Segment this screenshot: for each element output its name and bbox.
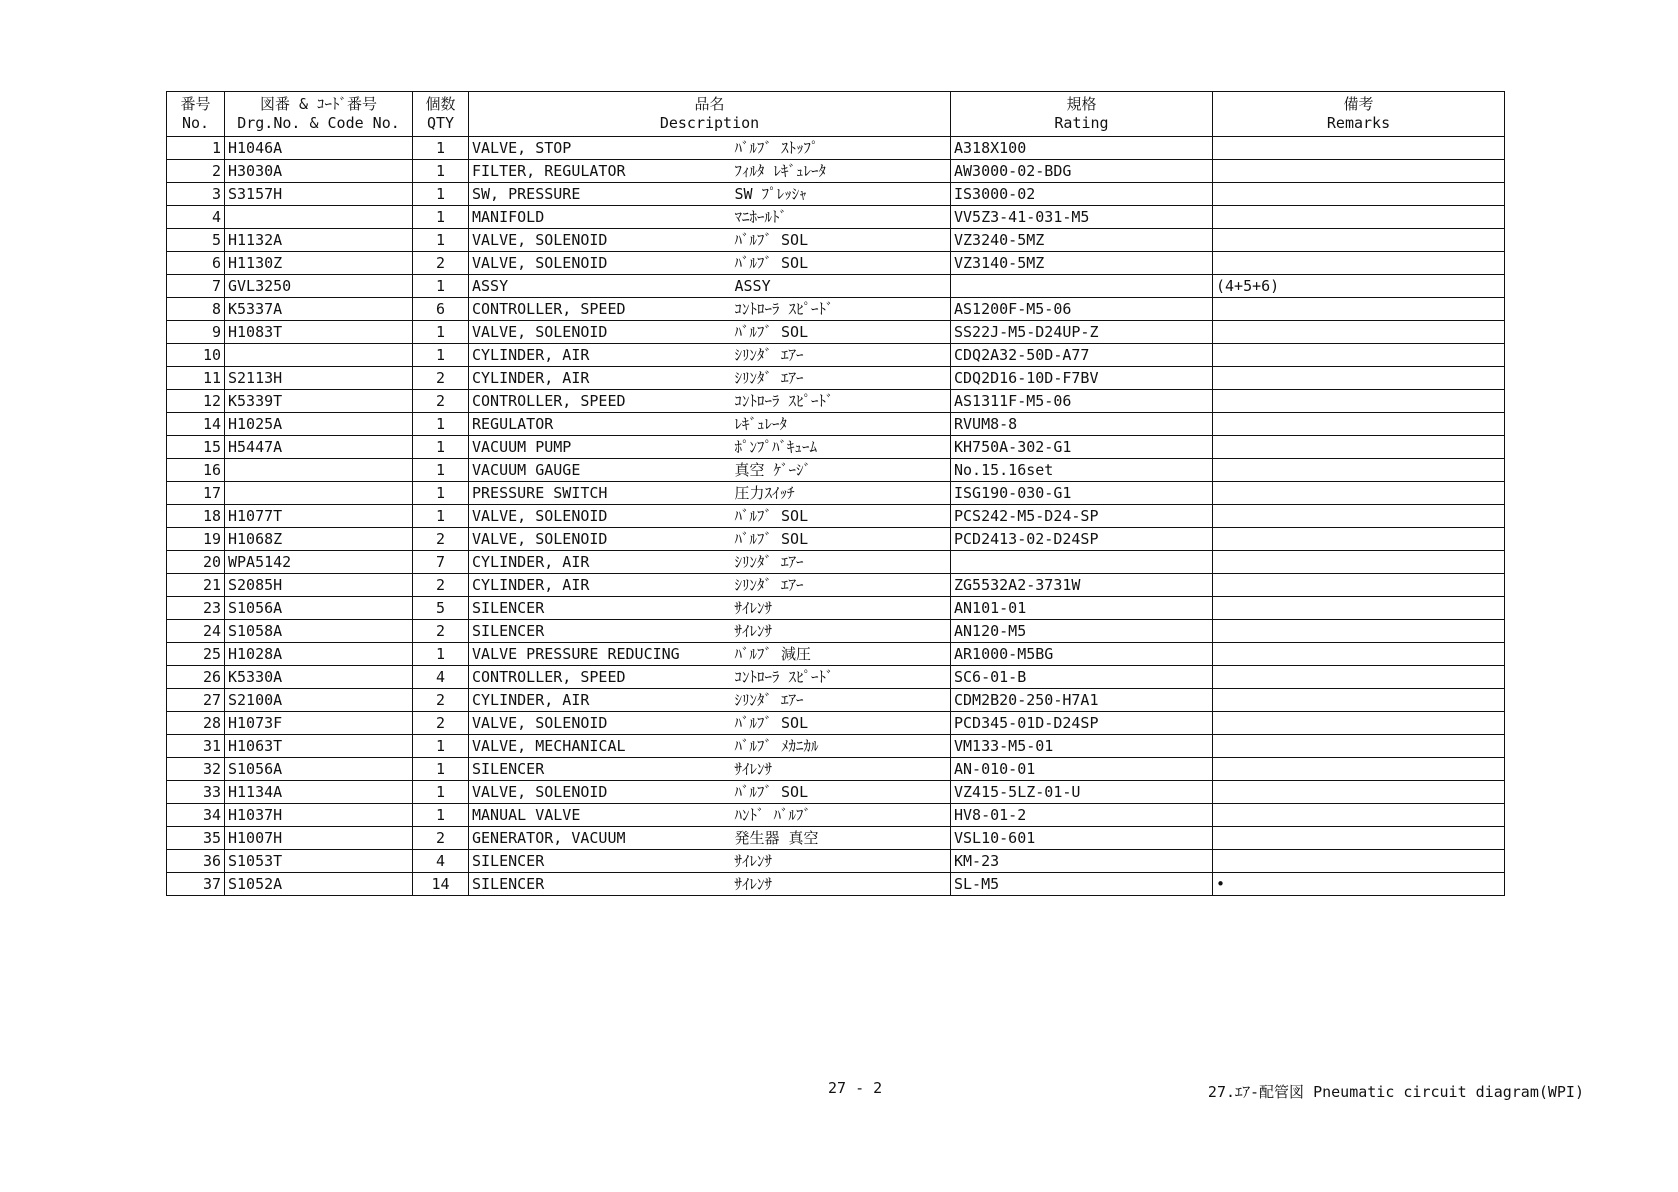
description-jp-cell: ﾏﾆﾎｰﾙﾄﾞ [732,206,951,229]
drg-code-cell: H1063T [225,735,413,758]
description-jp-cell: ﾚｷﾞｭﾚｰﾀ [732,413,951,436]
description-jp-cell: ﾌｨﾙﾀ ﾚｷﾞｭﾚｰﾀ [732,160,951,183]
rating-cell: AN-010-01 [951,758,1213,781]
row-no-cell: 35 [167,827,225,850]
remarks-cell [1213,804,1505,827]
row-no-cell: 25 [167,643,225,666]
rating-cell: VZ3240-5MZ [951,229,1213,252]
description-jp-cell: ﾊﾞﾙﾌﾞ SOL [732,321,951,344]
parts-list-body [167,137,1505,896]
table-row [167,528,1505,551]
description-jp-cell: ｼﾘﾝﾀﾞ ｴｱｰ [732,551,951,574]
rating-cell: AW3000-02-BDG [951,160,1213,183]
description-en-cell: CYLINDER, AIR [469,367,732,390]
remarks-cell [1213,850,1505,873]
qty-cell: 1 [413,229,469,252]
qty-cell: 1 [413,459,469,482]
row-no-cell: 18 [167,505,225,528]
table-row [167,413,1505,436]
remarks-cell [1213,597,1505,620]
table-row [167,850,1505,873]
table-row [167,712,1505,735]
qty-cell: 1 [413,505,469,528]
description-en-cell: VALVE, SOLENOID [469,781,732,804]
description-jp-cell: ｺﾝﾄﾛｰﾗ ｽﾋﾟｰﾄﾞ [732,666,951,689]
drg-code-cell: H1007H [225,827,413,850]
description-en-cell: SILENCER [469,620,732,643]
table-row [167,758,1505,781]
remarks-cell [1213,551,1505,574]
rating-cell: AS1200F-M5-06 [951,298,1213,321]
description-jp-cell: ﾊﾞﾙﾌﾞ ﾒｶﾆｶﾙ [732,735,951,758]
remarks-cell [1213,436,1505,459]
rating-cell: PCD2413-02-D24SP [951,528,1213,551]
header-description: 品名 Description [469,92,951,137]
table-row [167,827,1505,850]
remarks-cell [1213,229,1505,252]
description-en-cell: SW, PRESSURE [469,183,732,206]
remarks-cell: (4+5+6) [1213,275,1505,298]
remarks-cell [1213,390,1505,413]
remarks-cell [1213,206,1505,229]
description-en-cell: VALVE, SOLENOID [469,528,732,551]
rating-cell: AS1311F-M5-06 [951,390,1213,413]
qty-cell: 1 [413,206,469,229]
rating-cell: PCS242-M5-D24-SP [951,505,1213,528]
description-jp-cell: ｼﾘﾝﾀﾞ ｴｱｰ [732,344,951,367]
row-no-cell: 26 [167,666,225,689]
drg-code-cell: H1025A [225,413,413,436]
row-no-cell: 24 [167,620,225,643]
description-en-cell: SILENCER [469,597,732,620]
drg-code-cell: H1134A [225,781,413,804]
table-row [167,321,1505,344]
remarks-cell [1213,482,1505,505]
rating-cell: SL-M5 [951,873,1213,896]
drg-code-cell [225,459,413,482]
qty-cell: 2 [413,827,469,850]
qty-cell: 4 [413,666,469,689]
rating-cell: A318X100 [951,137,1213,160]
rating-cell: VZ415-5LZ-01-U [951,781,1213,804]
document-title: 27.ｴｱ-配管図 Pneumatic circuit diagram(WPI) [1207,1083,1584,1101]
rating-cell: IS3000-02 [951,183,1213,206]
header-drg-no: 図番 & ｺｰﾄﾞ番号 Drg.No. & Code No. [225,92,413,137]
row-no-cell: 6 [167,252,225,275]
drg-code-cell: H5447A [225,436,413,459]
drg-code-cell: K5337A [225,298,413,321]
rating-cell [951,551,1213,574]
table-header-row [167,92,1505,137]
remarks-cell [1213,643,1505,666]
description-jp-cell: ｼﾘﾝﾀﾞ ｴｱｰ [732,574,951,597]
rating-cell: KM-23 [951,850,1213,873]
row-no-cell: 4 [167,206,225,229]
remarks-cell [1213,298,1505,321]
rating-cell: VV5Z3-41-031-M5 [951,206,1213,229]
row-no-cell: 37 [167,873,225,896]
table-row [167,666,1505,689]
rating-cell: KH750A-302-G1 [951,436,1213,459]
table-row [167,275,1505,298]
table-row [167,689,1505,712]
remarks-cell: • [1213,873,1505,896]
description-en-cell: SILENCER [469,758,732,781]
table-row [167,390,1505,413]
table-row [167,459,1505,482]
description-en-cell: VALVE, SOLENOID [469,321,732,344]
row-no-cell: 16 [167,459,225,482]
qty-cell: 1 [413,160,469,183]
table-row [167,252,1505,275]
row-no-cell: 8 [167,298,225,321]
drg-code-cell: H1077T [225,505,413,528]
description-en-cell: CONTROLLER, SPEED [469,390,732,413]
description-jp-cell: ﾊﾝﾄﾞ ﾊﾞﾙﾌﾞ [732,804,951,827]
row-no-cell: 31 [167,735,225,758]
description-en-cell: VACUUM PUMP [469,436,732,459]
table-row [167,620,1505,643]
description-en-cell: CYLINDER, AIR [469,689,732,712]
row-no-cell: 12 [167,390,225,413]
description-en-cell: MANUAL VALVE [469,804,732,827]
description-jp-cell: ﾊﾞﾙﾌﾞ 減圧 [732,643,951,666]
drg-code-cell: H1037H [225,804,413,827]
row-no-cell: 34 [167,804,225,827]
drg-code-cell: H1083T [225,321,413,344]
drg-code-cell: H3030A [225,160,413,183]
description-jp-cell: 圧力ｽｲｯﾁ [732,482,951,505]
qty-cell: 1 [413,735,469,758]
table-row [167,229,1505,252]
table-row [167,643,1505,666]
description-en-cell: CONTROLLER, SPEED [469,666,732,689]
remarks-cell [1213,344,1505,367]
row-no-cell: 2 [167,160,225,183]
qty-cell: 4 [413,850,469,873]
description-en-cell: FILTER, REGULATOR [469,160,732,183]
description-jp-cell: SW ﾌﾟﾚｯｼｬ [732,183,951,206]
description-jp-cell: ﾊﾞﾙﾌﾞ SOL [732,229,951,252]
table-row [167,206,1505,229]
rating-cell: HV8-01-2 [951,804,1213,827]
qty-cell: 1 [413,275,469,298]
description-jp-cell: ｻｲﾚﾝｻ [732,758,951,781]
qty-cell: 1 [413,781,469,804]
drg-code-cell: K5339T [225,390,413,413]
rating-cell: VM133-M5-01 [951,735,1213,758]
drg-code-cell: H1130Z [225,252,413,275]
drg-code-cell: GVL3250 [225,275,413,298]
remarks-cell [1213,712,1505,735]
drg-code-cell: S3157H [225,183,413,206]
qty-cell: 1 [413,482,469,505]
qty-cell: 5 [413,597,469,620]
description-jp-cell: ﾊﾞﾙﾌﾞ ｽﾄｯﾌﾟ [732,137,951,160]
description-jp-cell: ASSY [732,275,951,298]
table-row [167,781,1505,804]
row-no-cell: 7 [167,275,225,298]
description-en-cell: SILENCER [469,850,732,873]
description-en-cell: GENERATOR, VACUUM [469,827,732,850]
description-jp-cell: ｻｲﾚﾝｻ [732,620,951,643]
drg-code-cell: H1028A [225,643,413,666]
rating-cell: AR1000-M5BG [951,643,1213,666]
qty-cell: 1 [413,758,469,781]
description-en-cell: VALVE PRESSURE REDUCING [469,643,732,666]
table-row [167,298,1505,321]
description-jp-cell: ﾊﾞﾙﾌﾞ SOL [732,528,951,551]
table-row [167,183,1505,206]
remarks-cell [1213,252,1505,275]
drg-code-cell: H1046A [225,137,413,160]
description-en-cell: CONTROLLER, SPEED [469,298,732,321]
description-en-cell: CYLINDER, AIR [469,551,732,574]
row-no-cell: 15 [167,436,225,459]
qty-cell: 1 [413,183,469,206]
qty-cell: 2 [413,367,469,390]
qty-cell: 7 [413,551,469,574]
description-jp-cell: ｼﾘﾝﾀﾞ ｴｱｰ [732,689,951,712]
remarks-cell [1213,160,1505,183]
rating-cell: AN101-01 [951,597,1213,620]
drg-code-cell: S1056A [225,597,413,620]
page-number: 27 - 2 [828,1079,883,1097]
row-no-cell: 33 [167,781,225,804]
qty-cell: 1 [413,436,469,459]
drg-code-cell: S1056A [225,758,413,781]
table-row [167,505,1505,528]
rating-cell: ISG190-030-G1 [951,482,1213,505]
description-jp-cell: ｻｲﾚﾝｻ [732,597,951,620]
table-row [167,160,1505,183]
row-no-cell: 14 [167,413,225,436]
qty-cell: 2 [413,574,469,597]
description-jp-cell: ﾊﾞﾙﾌﾞ SOL [732,505,951,528]
remarks-cell [1213,758,1505,781]
qty-cell: 6 [413,298,469,321]
rating-cell: CDM2B20-250-H7A1 [951,689,1213,712]
qty-cell: 1 [413,643,469,666]
rating-cell: VZ3140-5MZ [951,252,1213,275]
table-row [167,482,1505,505]
description-en-cell: REGULATOR [469,413,732,436]
description-jp-cell: ﾊﾞﾙﾌﾞ SOL [732,781,951,804]
rating-cell: AN120-M5 [951,620,1213,643]
qty-cell: 2 [413,528,469,551]
table-row [167,804,1505,827]
description-jp-cell: 発生器 真空 [732,827,951,850]
table-row [167,574,1505,597]
row-no-cell: 21 [167,574,225,597]
row-no-cell: 1 [167,137,225,160]
remarks-cell [1213,735,1505,758]
rating-cell: No.15.16set [951,459,1213,482]
description-jp-cell: ｼﾘﾝﾀﾞ ｴｱｰ [732,367,951,390]
qty-cell: 1 [413,413,469,436]
row-no-cell: 5 [167,229,225,252]
remarks-cell [1213,620,1505,643]
drg-code-cell: H1073F [225,712,413,735]
description-jp-cell: ﾊﾞﾙﾌﾞ SOL [732,712,951,735]
drg-code-cell [225,482,413,505]
drg-code-cell: WPA5142 [225,551,413,574]
drg-code-cell: S2100A [225,689,413,712]
rating-cell: CDQ2A32-50D-A77 [951,344,1213,367]
header-qty: 個数 QTY [413,92,469,137]
qty-cell: 2 [413,620,469,643]
row-no-cell: 19 [167,528,225,551]
table-row [167,597,1505,620]
drg-code-cell: H1068Z [225,528,413,551]
drg-code-cell: K5330A [225,666,413,689]
description-en-cell: PRESSURE SWITCH [469,482,732,505]
rating-cell: CDQ2D16-10D-F7BV [951,367,1213,390]
row-no-cell: 11 [167,367,225,390]
row-no-cell: 17 [167,482,225,505]
remarks-cell [1213,528,1505,551]
rating-cell: SC6-01-B [951,666,1213,689]
qty-cell: 1 [413,321,469,344]
remarks-cell [1213,321,1505,344]
description-en-cell: VALVE, STOP [469,137,732,160]
row-no-cell: 28 [167,712,225,735]
description-jp-cell: ｻｲﾚﾝｻ [732,873,951,896]
table-row [167,137,1505,160]
drg-code-cell: S1058A [225,620,413,643]
qty-cell: 2 [413,390,469,413]
rating-cell: ZG5532A2-3731W [951,574,1213,597]
table-row [167,735,1505,758]
row-no-cell: 23 [167,597,225,620]
drg-code-cell: S1053T [225,850,413,873]
row-no-cell: 32 [167,758,225,781]
drg-code-cell: S2085H [225,574,413,597]
description-en-cell: VALVE, SOLENOID [469,505,732,528]
qty-cell: 14 [413,873,469,896]
drg-code-cell: H1132A [225,229,413,252]
table-row [167,344,1505,367]
row-no-cell: 10 [167,344,225,367]
drg-code-cell: S1052A [225,873,413,896]
qty-cell: 2 [413,252,469,275]
qty-cell: 1 [413,344,469,367]
drg-code-cell [225,206,413,229]
remarks-cell [1213,183,1505,206]
row-no-cell: 27 [167,689,225,712]
description-jp-cell: ｺﾝﾄﾛｰﾗ ｽﾋﾟｰﾄﾞ [732,298,951,321]
description-jp-cell: ﾎﾟﾝﾌﾟﾊﾞｷｭｰﾑ [732,436,951,459]
remarks-cell [1213,781,1505,804]
rating-cell: SS22J-M5-D24UP-Z [951,321,1213,344]
description-jp-cell: ｺﾝﾄﾛｰﾗ ｽﾋﾟｰﾄﾞ [732,390,951,413]
header-rating: 規格 Rating [951,92,1213,137]
rating-cell: PCD345-01D-D24SP [951,712,1213,735]
description-en-cell: VALVE, SOLENOID [469,252,732,275]
qty-cell: 1 [413,137,469,160]
remarks-cell [1213,459,1505,482]
table-row [167,551,1505,574]
description-en-cell: VALVE, SOLENOID [469,712,732,735]
header-no: 番号 No. [167,92,225,137]
rating-cell [951,275,1213,298]
description-en-cell: CYLINDER, AIR [469,344,732,367]
remarks-cell [1213,505,1505,528]
remarks-cell [1213,574,1505,597]
qty-cell: 1 [413,804,469,827]
description-en-cell: ASSY [469,275,732,298]
description-en-cell: VACUUM GAUGE [469,459,732,482]
row-no-cell: 20 [167,551,225,574]
drg-code-cell [225,344,413,367]
table-row [167,367,1505,390]
description-en-cell: VALVE, MECHANICAL [469,735,732,758]
rating-cell: RVUM8-8 [951,413,1213,436]
table-row [167,436,1505,459]
remarks-cell [1213,689,1505,712]
description-en-cell: SILENCER [469,873,732,896]
row-no-cell: 3 [167,183,225,206]
description-en-cell: MANIFOLD [469,206,732,229]
remarks-cell [1213,413,1505,436]
description-en-cell: VALVE, SOLENOID [469,229,732,252]
remarks-cell [1213,367,1505,390]
remarks-cell [1213,827,1505,850]
description-jp-cell: 真空 ｹﾞｰｼﾞ [732,459,951,482]
rating-cell: VSL10-601 [951,827,1213,850]
parts-list-table [166,91,1505,896]
table-row [167,873,1505,896]
remarks-cell [1213,666,1505,689]
qty-cell: 2 [413,689,469,712]
header-remarks: 備考 Remarks [1213,92,1505,137]
remarks-cell [1213,137,1505,160]
description-jp-cell: ｻｲﾚﾝｻ [732,850,951,873]
row-no-cell: 9 [167,321,225,344]
row-no-cell: 36 [167,850,225,873]
description-en-cell: CYLINDER, AIR [469,574,732,597]
description-jp-cell: ﾊﾞﾙﾌﾞ SOL [732,252,951,275]
drg-code-cell: S2113H [225,367,413,390]
qty-cell: 2 [413,712,469,735]
